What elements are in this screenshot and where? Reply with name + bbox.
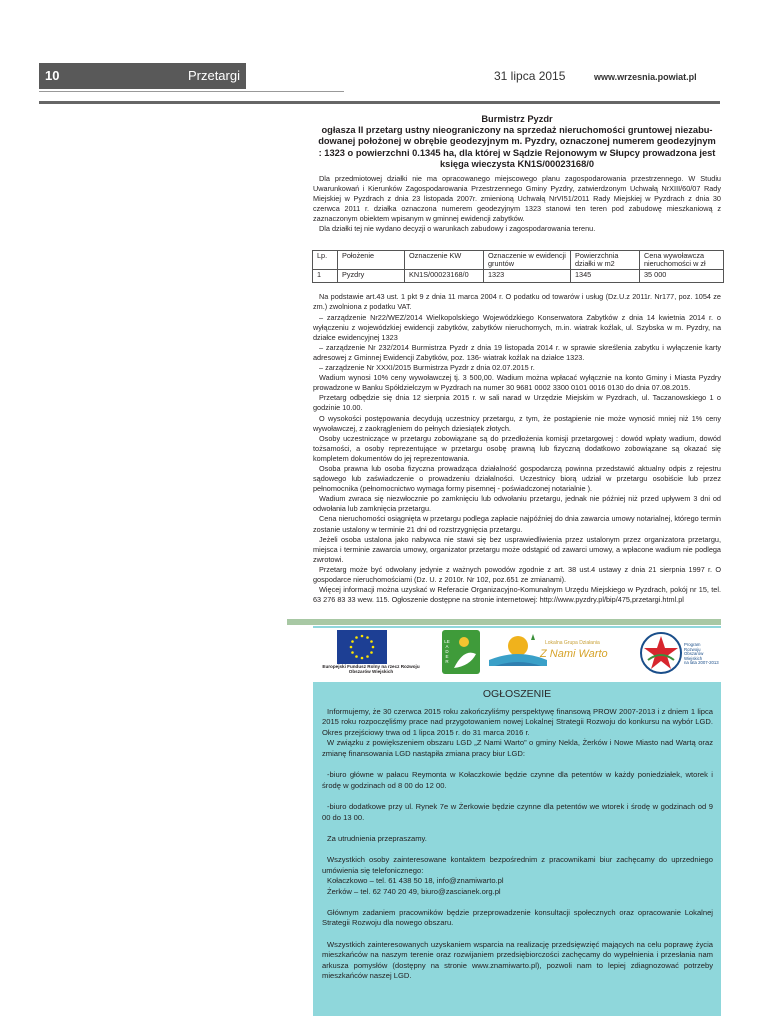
notice-paragraph: Za utrudnienia przepraszamy.	[327, 833, 427, 843]
body-paragraph: Wadium zwraca się niezwłocznie po zamknięciu lub odwołaniu przetargu, jednak nie później niż przed upływem 3 dni od odwołania lub zamknięcia przetargu.	[313, 494, 721, 514]
table-cell: KN1S/00023168/0	[405, 270, 484, 283]
tender-announcement	[313, 114, 721, 605]
table-header-cell: Lp.	[313, 250, 338, 270]
body-paragraph: Więcej informacji można uzyskać w Referacie Organizacyjno-Komunalnym Urzędu Miejskiego w Pyzdrach, pokój nr 15, tel. 63 276 83 33 wew. 115. Ogłoszenie dostępne na stronie internetowej: http://www.pyzdry.pl/bip/475,przetargi.html.pl	[313, 585, 721, 605]
contact-zerkow[interactable]: Żerków – tel. 62 740 20 49, biuro@zascianek.org.pl	[327, 886, 501, 896]
notice-top-band	[287, 619, 721, 625]
notice-paragraph: -biuro dodatkowe przy ul. Rynek 7e w Żerkowie będzie czynne dla petentów we wtorek i środę w godzinach od 9 00 do 13 00.	[322, 801, 713, 822]
prow-caption-line: Rozwoju	[684, 646, 701, 652]
lgd-notice	[313, 689, 721, 993]
table-header-cell: Oznaczenie w ewidencji gruntów	[484, 250, 571, 270]
website-url[interactable]: www.wrzesnia.powiat.pl	[594, 72, 697, 82]
eu-flag-logo	[337, 630, 387, 664]
prow-caption	[684, 643, 719, 666]
property-table	[312, 250, 724, 284]
table-cell: Pyzdry	[338, 270, 405, 283]
section-title: Przetargi	[187, 68, 240, 83]
notice-title: OGŁOSZENIE	[482, 688, 552, 700]
body-paragraph: – zarządzenie Nr22/WEZ/2014 Wielkopolskiego Wojewódzkiego Konserwatora Zabytków z dnia 14 kwietnia 2014 r. o wyłączeniu z wojewódzkiej ewidencji zabytków, zabytków nieruchomych, m.in. wiatrak koźlak, ul. Szybska w m. Pyzdry, na działce ewidencyjnej 1323	[313, 312, 721, 342]
body-paragraph: – zarządzenie Nr XXXI/2015 Burmistrza Pyzdr z dnia 02.07.2015 r.	[319, 363, 535, 373]
notice-paragraph: Głównym zadaniem pracowników będzie przeprowadzenie konsultacji społecznych oraz opracowanie Lokalnej Strategii Rozwoju dla nowego obszaru.	[322, 907, 713, 928]
table-header-cell: Położenie	[338, 250, 405, 270]
prow-emblem-icon	[638, 630, 684, 676]
notice-paragraph: Informujemy, że 30 czerwca 2015 roku zakończyliśmy perspektywę finansową PROW 2007-2013 i z dniem 1 lipca 2015 roku rozpoczęliśmy prace nad przygotowaniem nowej Lokalnej Strategii Rozwoju do konkursu na wybór LGD. Okres przejściowy trwa od 1 lipca 2015 r. do 31 marca 2016 r.	[322, 706, 713, 737]
intro-paragraph: Dla działki tej nie wydano decyzji o warunkach zabudowy i zagospodarowania terenu.	[319, 224, 596, 234]
body-paragraph: Cena nieruchomości osiągnięta w przetargu podlega zapłacie najpóźniej do dnia zawarcia umowy notarialnej, którego termin zostanie ustalony w terminie 21 dni od rozstrzygnięcia przetargu.	[313, 514, 721, 534]
notice-paragraph: -biuro główne w pałacu Reymonta w Kołaczkowie będzie czynne dla petentów w każdy poniedziałek, wtorek i środę w godzinach od 8 00 do 12 00.	[322, 770, 713, 790]
table-cell: 1	[313, 270, 338, 283]
table-cell: 1323	[484, 270, 571, 283]
notice-paragraph: W związku z powiększeniem obszaru LGD „Z Nami Warto” o gminy Nekla, Żerków i Nowe Miasto nad Wartą oraz zmianę finansowania LGD nastąpiła zmiana pracy biur LGD:	[322, 738, 713, 758]
title-line: księga wieczysta KN1S/00023168/0	[439, 158, 595, 169]
table-row	[313, 270, 724, 283]
body-paragraph: O wysokości postępowania decydują uczestnicy przetargu, z tym, że postąpienie nie może wynosić mniej niż 1% ceny wywoławczej, z zaokrągleniem do pełnych dziesiątek złotych.	[313, 413, 721, 433]
leader-text: LEADER	[444, 639, 450, 664]
issue-date: 31 lipca 2015	[494, 69, 566, 83]
leader-logo	[442, 630, 480, 674]
header-underline	[39, 91, 344, 92]
table-header-cell: Cena wywoławcza nieruchomości w zł	[640, 250, 724, 270]
prow-caption-line: Obszarów	[684, 651, 704, 657]
body-paragraph: – zarządzenie Nr 232/2014 Burmistrza Pyzdr z dnia 19 listopada 2014 r. w sprawie skreślenia zabytku i wyłączenie karty adresowej z Gminnej Ewidencji Zabytków, poz. 136- wiatrak koźlak na działce 1323.	[313, 342, 721, 362]
leaf-icon	[442, 630, 480, 674]
lgd-name: Z Nami Warto	[540, 648, 608, 660]
announcement-title	[313, 114, 721, 170]
table-header-cell: Oznaczenie KW	[405, 250, 484, 270]
body-paragraph: Jeżeli osoba ustalona jako nabywca nie stawi się bez usprawiedliwienia przez ustalonym przez organizatora przetargu, miejsca i terminie zawarcia umowy, organizator przetargu może odstąpić od zawarci umowy, a wpłacone wadium nie podlega zwrotowi.	[313, 534, 721, 564]
table-header-cell: Powierzchnia działki w m2	[571, 250, 640, 270]
lgd-small-text: Lokalna Grupa Działania	[545, 640, 600, 646]
title-line: Burmistrz Pyzdr	[481, 114, 553, 124]
body-paragraph: Osoby uczestniczące w przetargu zobowiązane są do przedłożenia komisji przetargowej : dowód wpłaty wadium, dowód tożsamości, a osoby reprezentujące w przetargu osobę prawną lub fizyczną dodatkowo zobowiązane są okazać się kompletem dokumentów do jej reprezentowania.	[313, 433, 721, 463]
page-header-bar	[39, 63, 246, 89]
notice-paragraph: Wszystkich osoby zainteresowane kontaktem bezpośrednim z pracownikami biur zachęcamy do uprzedniego umówienia się telefonicznego:	[322, 854, 713, 875]
title-line: ogłasza II przetarg ustny nieograniczony na sprzedaż nieruchomości gruntowej niezabu-	[321, 125, 713, 136]
prow-caption-line: Wiejskich	[684, 655, 703, 661]
eu-stars-icon	[337, 630, 387, 664]
title-line: : 1323 o powierzchni 0.1345 ha, dla której w Sądzie Rejonowym w Słupcy prowadzona jest	[318, 147, 716, 158]
contact-list	[313, 876, 721, 897]
table-cell: 35 000	[640, 270, 724, 283]
body-paragraph: Na podstawie art.43 ust. 1 pkt 9 z dnia 11 marca 2004 r. O podatku od towarów i usług (Dz.U.z 2011r. Nr177, poz. 1054 ze zm.) zwolniona z podatku VAT.	[313, 292, 721, 312]
body-paragraph: Osoba prawna lub osoba fizyczna prowadząca działalność gospodarczą powinna przedstawić aktualny odpis z rejestru sądowego lub zaświadczenie o prowadzeniu działalności. Uczestnicy biorą udział w przetargu osobiście lub przez pełnomocnika (pełnomocnictwo wymaga formy pisemnej - poświadczonej notarialnie ).	[313, 463, 721, 494]
title-line: dowanej położonej w obrębie geodezyjnym m. Pyzdry, oznaczonej numerem geodezyjnym	[318, 136, 716, 147]
table-cell: 1345	[571, 270, 640, 283]
eu-fund-caption: Europejski Fundusz Rolny na rzecz Rozwoju Obszarów Wiejskich	[322, 664, 420, 675]
header-rule	[39, 101, 720, 104]
notice-paragraph: Wszystkich zainteresowanych uzyskaniem wsparcia na realizację przedsięwzięć mających na celu poprawę życia mieszkańców na naszym terenie oraz rozwijaniem przedsiębiorczości zachęcamy do wypełnienia i przesłania nam arkusza pomysłów (dostępny na stronie www.znamiwarto.pl), pozwoli nam to lepiej zdiagnozować potrzeby mieszkańców naszej LGD.	[322, 939, 713, 981]
logo-strip	[313, 628, 721, 682]
body-paragraph: Wadium wynosi 10% ceny wywoławczej tj. 3 500,00. Wadium można wpłacać wyłącznie na konto Gminy i Miasta Pyzdry prowadzone w Banku Spółdzielczym w Pyzdrach na numer 30 9681 0002 3300 0101 0016 0130 do dnia 07.08.2015.	[313, 373, 721, 393]
prow-caption-line: Program	[684, 642, 701, 647]
table-header-row	[313, 250, 724, 270]
contact-kolaczkowo[interactable]: Kołaczkowo – tel. 61 438 50 18, info@znamiwarto.pl	[327, 876, 504, 886]
intro-paragraph: Dla przedmiotowej działki nie ma opracowanego miejscowego planu zagospodarowania przestrzennego. W Studiu Uwarunkowań i Kierunków Zagospodarowania Przestrzennego Gminy Pyzdry, zatwierdzonym Uchwałą NrXIII/60/07 Rady Miejskiej w Pyzdrach z dnia 23 listopada 2007r. zmienioną Uchwałą NrVI51/2011 Rady Miejskiej w Pyzdrach z dnia 30 czerwca 2011 r. działka oznaczona numerem geodezyjnym 1323 stanowi ten teren pod zabudowę mieszkaniową z zaznaczonym obiektem wpisanym w gminnej ewidencji zabytków.	[313, 174, 721, 224]
prow-caption-line: na lata 2007-2013	[684, 660, 719, 666]
page-number: 10	[45, 68, 60, 83]
body-paragraph: Przetarg odbędzie się dnia 12 sierpnia 2015 r. w sali narad w Urzędzie Miejskim w Pyzdrach, ul. Taczanowskiego 1 o godzinie 10.00.	[313, 393, 721, 413]
body-paragraph: Przetarg może być odwołany jedynie z ważnych powodów zgodnie z art. 38 ust.4 ustawy z dnia 21 sierpnia 1997 r. O gospodarce nieruchomościami (Dz. U. z 2010r. Nr 102, poz.651 ze zmianami).	[313, 564, 721, 585]
